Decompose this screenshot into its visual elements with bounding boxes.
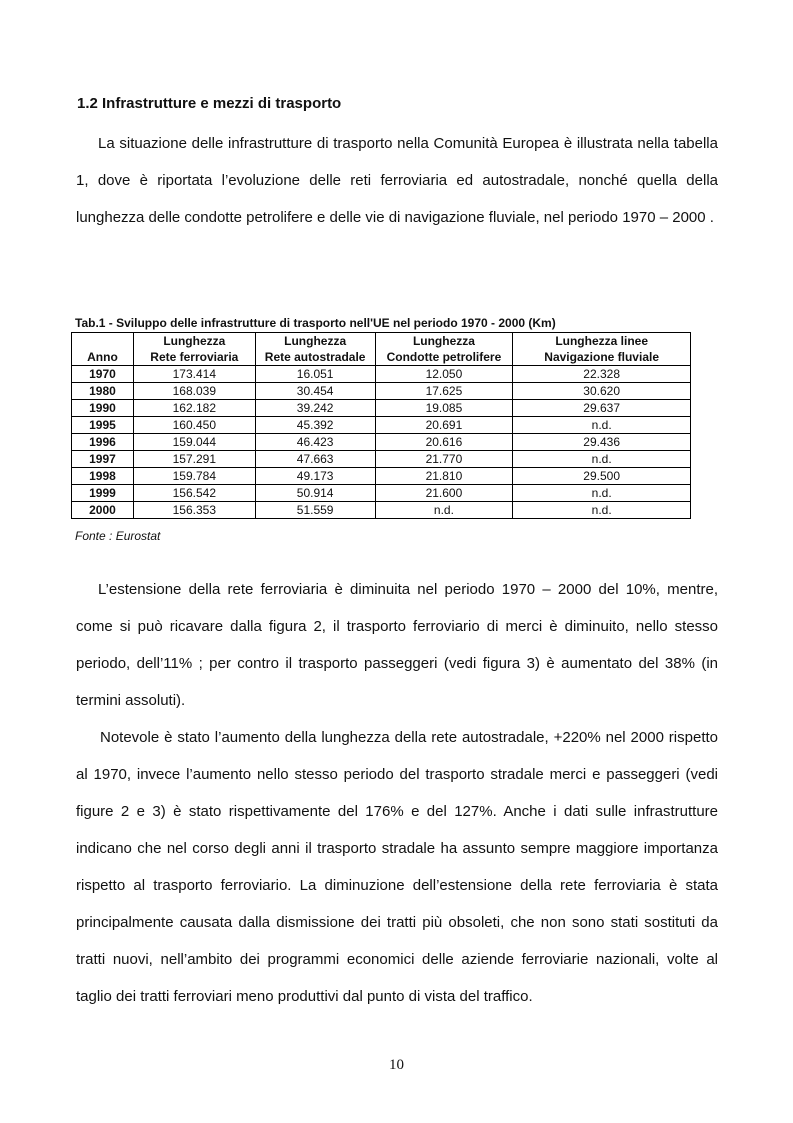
cell-year: 2000 <box>72 502 134 519</box>
header-year: Anno <box>72 333 134 366</box>
cell-rail: 156.542 <box>133 485 255 502</box>
cell-year: 1995 <box>72 417 134 434</box>
table-row <box>72 485 691 502</box>
page-number: 10 <box>389 1057 404 1073</box>
intro-paragraph <box>76 125 718 236</box>
table-caption: Tab.1 - Sviluppo delle infrastrutture di trasporto nell'UE nel periodo 1970 - 2000 (Km) <box>75 316 556 330</box>
table-row <box>72 400 691 417</box>
cell-waterway: n.d. <box>513 451 691 468</box>
table-row <box>72 502 691 519</box>
cell-rail: 159.784 <box>133 468 255 485</box>
cell-rail: 162.182 <box>133 400 255 417</box>
cell-motorway: 51.559 <box>255 502 375 519</box>
table-row <box>72 468 691 485</box>
cell-pipeline: 21.810 <box>375 468 513 485</box>
intro-paragraph-text: La situazione delle infrastrutture di trasporto nella Comunità Europea è illustrata nella tabella 1, dove è riportata l’evoluzione delle reti ferroviaria ed autostradale, nonché quella della lunghezza delle condotte petrolifere e delle vie di navigazione fluviale, nel periodo 1970 – 2000 . <box>76 135 718 226</box>
header-waterway-length: Lunghezza linee Navigazione fluviale <box>513 333 691 366</box>
table-row <box>72 383 691 400</box>
cell-waterway: 29.637 <box>513 400 691 417</box>
table-header-row <box>72 333 691 366</box>
cell-year: 1999 <box>72 485 134 502</box>
cell-year: 1996 <box>72 434 134 451</box>
cell-waterway: 22.328 <box>513 366 691 383</box>
table-source: Fonte : Eurostat <box>75 529 161 543</box>
header-pipeline-length: Lunghezza Condotte petrolifere <box>375 333 513 366</box>
cell-motorway: 30.454 <box>255 383 375 400</box>
header-motorway-length: Lunghezza Rete autostradale <box>255 333 375 366</box>
cell-waterway: n.d. <box>513 485 691 502</box>
infrastructure-table <box>71 332 691 519</box>
cell-pipeline: 20.616 <box>375 434 513 451</box>
cell-rail: 159.044 <box>133 434 255 451</box>
cell-year: 1970 <box>72 366 134 383</box>
cell-motorway: 50.914 <box>255 485 375 502</box>
rail-paragraph-text: L’estensione della rete ferroviaria è diminuita nel periodo 1970 – 2000 del 10%, mentre, come si può ricavare dalla figura 2, il trasporto ferroviario di merci è diminuito, nello stesso periodo, dell’11% ; per contro il trasporto passeggeri (vedi figura 3) è aumentato del 38% (in termini assoluti). <box>76 581 718 709</box>
cell-motorway: 47.663 <box>255 451 375 468</box>
cell-motorway: 16.051 <box>255 366 375 383</box>
cell-pipeline: n.d. <box>375 502 513 519</box>
rail-paragraph <box>76 571 718 719</box>
cell-pipeline: 21.600 <box>375 485 513 502</box>
motorway-paragraph-text: Notevole è stato l’aumento della lunghezza della rete autostradale, +220% nel 2000 rispetto al 1970, invece l’aumento nello stesso periodo del trasporto stradale merci e passeggeri (vedi figure 2 e 3) è stato rispettivamente del 176% e del 127%. Anche i dati sulle infrastrutture indicano che nel corso degli anni il trasporto stradale ha assunto sempre maggiore importanza rispetto al trasporto ferroviario. La diminuzione dell’estensione della rete ferroviaria è stata principalmente causata dalla dismissione dei tratti più obsoleti, che non sono stati sostituti da tratti nuovi, nell’ambito dei programmi economici delle aziende ferroviarie nazionali, volte al taglio dei tratti ferroviari meno produttivi dal punto di vista del traffico. <box>76 729 718 1005</box>
cell-motorway: 46.423 <box>255 434 375 451</box>
cell-pipeline: 17.625 <box>375 383 513 400</box>
cell-motorway: 49.173 <box>255 468 375 485</box>
motorway-paragraph <box>76 719 718 1015</box>
cell-pipeline: 20.691 <box>375 417 513 434</box>
cell-rail: 173.414 <box>133 366 255 383</box>
cell-waterway: n.d. <box>513 417 691 434</box>
cell-waterway: 30.620 <box>513 383 691 400</box>
cell-motorway: 45.392 <box>255 417 375 434</box>
table-row <box>72 417 691 434</box>
header-rail-length: Lunghezza Rete ferroviaria <box>133 333 255 366</box>
cell-rail: 157.291 <box>133 451 255 468</box>
cell-pipeline: 12.050 <box>375 366 513 383</box>
table-row <box>72 451 691 468</box>
cell-pipeline: 21.770 <box>375 451 513 468</box>
cell-rail: 160.450 <box>133 417 255 434</box>
cell-year: 1998 <box>72 468 134 485</box>
table-row <box>72 366 691 383</box>
cell-rail: 168.039 <box>133 383 255 400</box>
cell-waterway: 29.436 <box>513 434 691 451</box>
table-row <box>72 434 691 451</box>
cell-year: 1990 <box>72 400 134 417</box>
cell-rail: 156.353 <box>133 502 255 519</box>
cell-year: 1980 <box>72 383 134 400</box>
cell-pipeline: 19.085 <box>375 400 513 417</box>
cell-year: 1997 <box>72 451 134 468</box>
cell-waterway: 29.500 <box>513 468 691 485</box>
section-heading: 1.2 Infrastrutture e mezzi di trasporto <box>77 95 342 112</box>
cell-motorway: 39.242 <box>255 400 375 417</box>
cell-waterway: n.d. <box>513 502 691 519</box>
